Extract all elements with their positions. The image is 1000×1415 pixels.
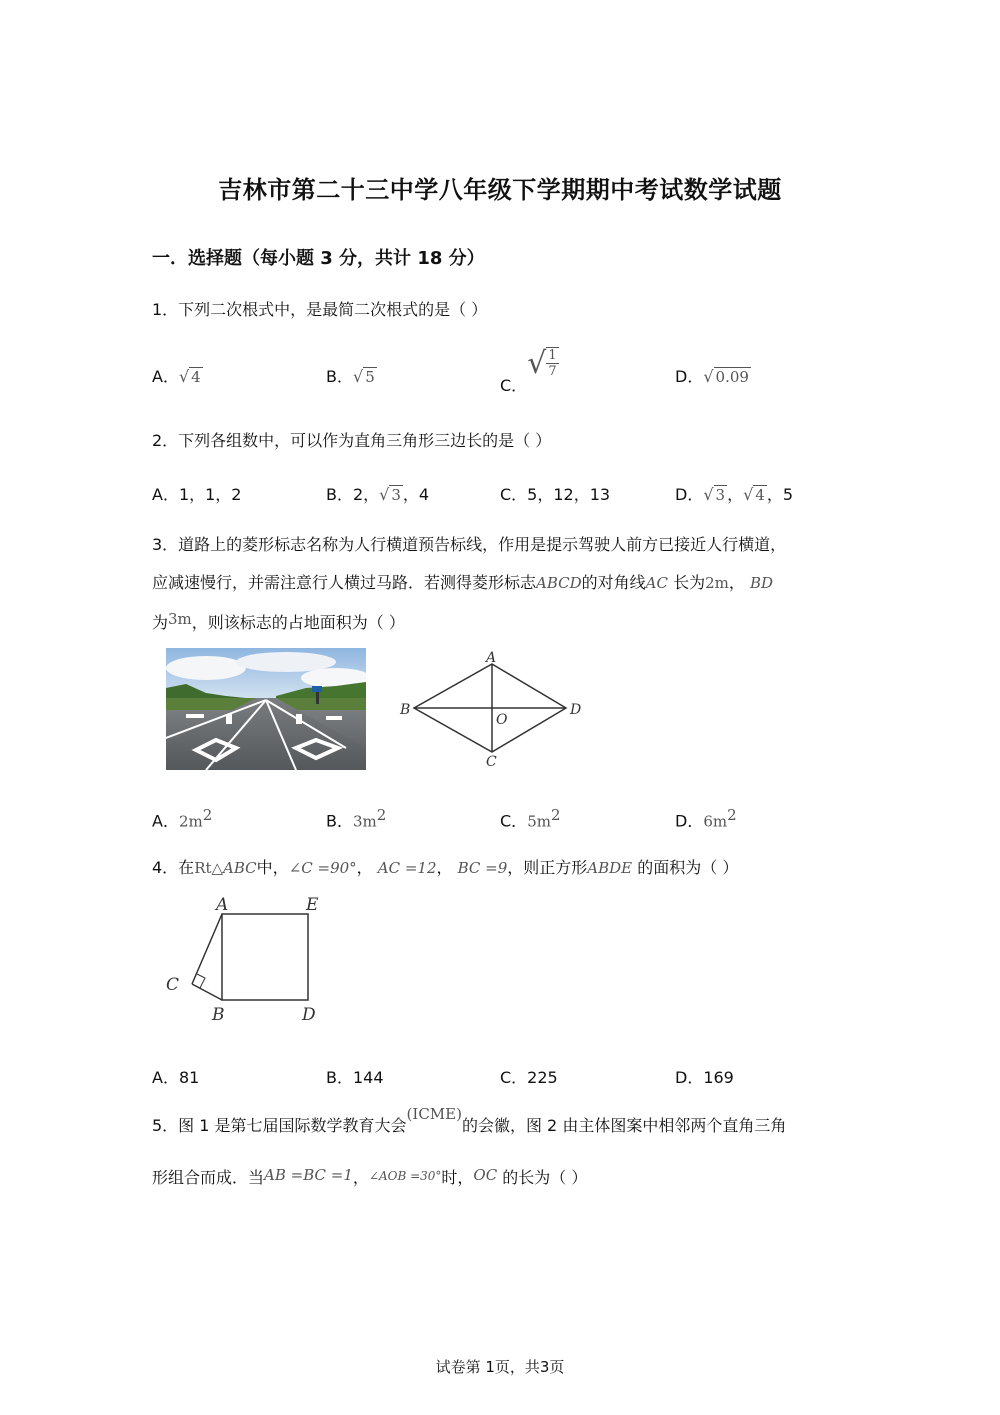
q1-option-a: A．√ 4 [152,367,201,386]
square-figure [160,892,340,1027]
q1-option-b: B．√ 5 [326,367,375,386]
rhombus-label-a: A [486,650,497,666]
q1-option-c: C．√ $\frac{1}{7}$ [500,346,557,395]
q3-option-b: B．$3m^2$ [326,806,387,831]
rhombus-label-c: C [486,754,497,770]
question-4-stem: 4．在Rt△ABC中，∠C =90°， AC =12， BC =9，则正方形ABDE 的面积为（ ） [152,858,739,877]
road-marking-photo [166,648,366,770]
q4-option-d: D．169 [675,1068,734,1087]
q4-option-c: C．225 [500,1068,558,1087]
square-label-a: A [216,895,229,915]
q4-option-b: B．144 [326,1068,384,1087]
square-label-c: C [166,975,180,995]
rhombus-figure [396,648,596,773]
q1-option-d: D．√ 0.09 [675,367,749,386]
square-label-d: D [302,1005,316,1025]
q2-option-d: D．√ 3 ，√ 4 ，5 [675,485,794,504]
question-3-line-3: 为3m，则该标志的占地面积为（ ） [152,610,405,632]
question-3-line-2: 应减速慢行，并需注意行人横过马路．若测得菱形标志ABCD的对角线AC 长为2m， BD [152,573,774,592]
page-title: 吉林市第二十三中学八年级下学期期中考试数学试题 [218,176,782,204]
rhombus-label-o: O [496,712,508,728]
q3-option-d: D．$6m^2$ [675,806,737,831]
q3-option-c: C．$5m^2$ [500,806,561,831]
q2-option-a: A．1，1，2 [152,485,242,504]
question-3-line-1: 3．道路上的菱形标志名称为人行横道预告标线，作用是提示驾驶人前方已接近人行横道， [152,535,787,554]
question-5-line-1: 5．图 1 是第七届国际数学教育大会(ICME)的会徽，图 2 由主体图案中相邻两个直角三角 [152,1105,787,1135]
q3-option-a: A．$2m^2$ [152,806,213,831]
section-heading: 一．选择题（每小题 3 分，共计 18 分） [152,248,485,269]
square-label-e: E [306,895,319,915]
rhombus-label-b: B [400,702,411,718]
q4-option-a: A．81 [152,1068,200,1087]
q2-option-c: C．5，12，13 [500,485,611,504]
rhombus-label-d: D [570,702,582,718]
square-label-b: B [212,1005,225,1025]
q2-option-b: B．2，√ 3 ，4 [326,485,430,504]
question-1-stem: 1．下列二次根式中，是最简二次根式的是（ ） [152,300,488,319]
question-2-stem: 2．下列各组数中，可以作为直角三角形三边长的是（ ） [152,431,552,450]
page-footer: 试卷第 1页，共3页 [435,1358,565,1376]
question-5-line-2: 形组合而成．当AB =BC =1，∠AOB =30°时，OC 的长为（ ） [152,1166,588,1187]
